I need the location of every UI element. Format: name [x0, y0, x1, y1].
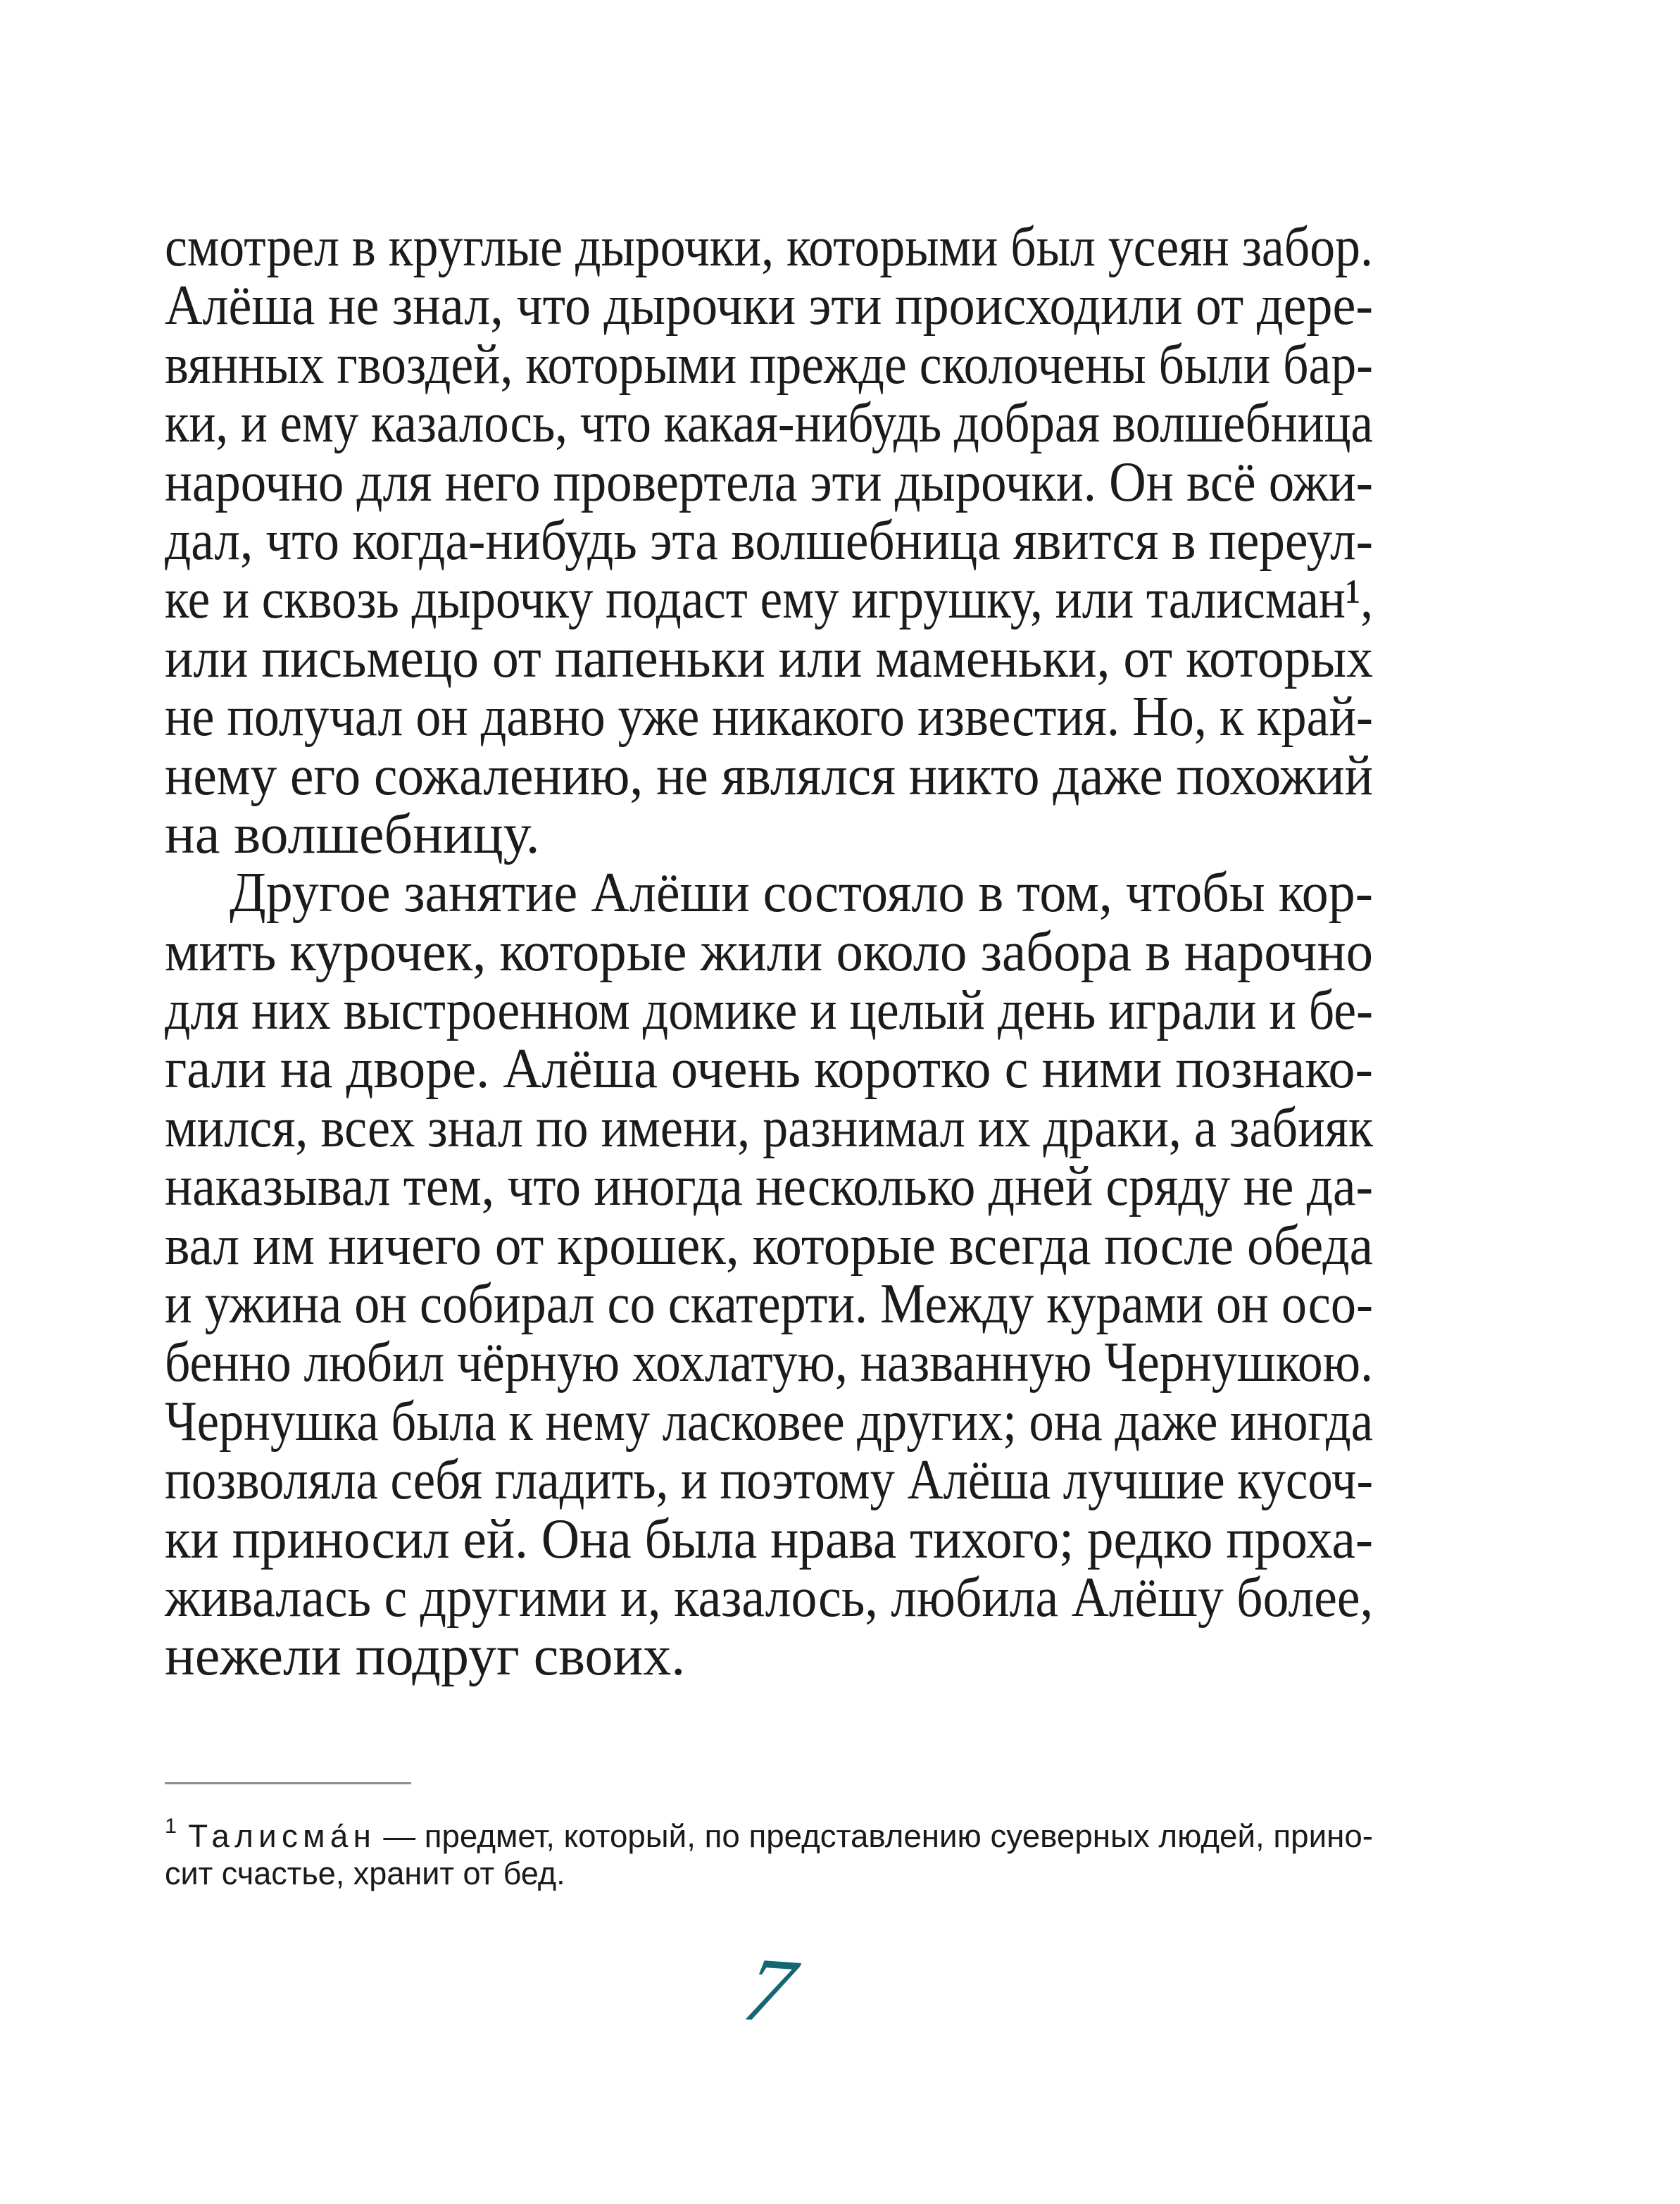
text-line — [165, 1275, 1373, 1334]
text-line — [165, 1451, 1373, 1510]
text-line — [165, 803, 1373, 865]
text-line-content: бенно любил чёрную хохлатую, названную Чернушкою. — [165, 1332, 1373, 1394]
paragraph — [165, 218, 1373, 864]
footnote-term: Талисма́н — [188, 1818, 377, 1854]
text-line-content: ки, и ему казалось, что какая-нибудь добрая волшебница — [165, 392, 1373, 455]
text-line-content: наказывал тем, что иногда несколько дней сряду не да- — [165, 1156, 1373, 1218]
text-line — [165, 453, 1373, 512]
footnote-marker: 1 — [165, 1815, 177, 1838]
text-line — [165, 862, 1373, 925]
text-line — [165, 218, 1373, 277]
text-line — [165, 627, 1373, 689]
text-line — [165, 394, 1373, 453]
text-line-content: ки приносил ей. Она была нрава тихого; редко проха- — [165, 1508, 1373, 1570]
text-line — [165, 1510, 1373, 1569]
footnote-line-content — [165, 1803, 1373, 1860]
page-number-container — [165, 1938, 1373, 2043]
text-line — [165, 1158, 1373, 1216]
text-line-content: на волшебницу. — [165, 803, 540, 865]
text-line — [165, 1334, 1373, 1392]
text-line — [165, 920, 1373, 983]
text-line-content: и ужина он собирал со скатерти. Между курами он осо- — [165, 1273, 1373, 1336]
footnote-line-content: сит счастье, хранит от бед. — [165, 1855, 565, 1891]
text-line-content: дал, что когда-нибудь эта волшебница явится в переул- — [165, 509, 1373, 572]
text-line — [165, 1096, 1373, 1159]
text-line-content: вянных гвоздей, которыми прежде сколочены были бар- — [165, 333, 1373, 396]
text-line-content: для них выстроенном домике и целый день играли и бе- — [165, 979, 1373, 1042]
text-line — [165, 570, 1373, 629]
text-line-content: Другое занятие Алёши состояло в том, чтобы кор- — [230, 862, 1373, 925]
footnote-line — [165, 1803, 1373, 1854]
text-line — [165, 1390, 1373, 1453]
text-line-content: гали на дворе. Алёша очень коротко с ними познако- — [165, 1038, 1373, 1101]
text-line-content: не получал он давно уже никакого известия. Но, к край- — [165, 686, 1373, 749]
page-number: 7 — [735, 1939, 803, 2043]
text-line — [165, 1566, 1373, 1629]
text-line-content: позволяла себя гладить, и поэтому Алёша лучшие кусоч- — [165, 1449, 1373, 1512]
text-line — [165, 1627, 1373, 1686]
footnote — [165, 1803, 1373, 1897]
text-line-content: нарочно для него провертела эти дырочки. Он всё ожи- — [165, 451, 1373, 513]
text-line — [165, 744, 1373, 807]
text-line-content: мился, всех знал по имени, разнимал их драки, а забияк — [165, 1096, 1373, 1159]
text-line — [165, 509, 1373, 572]
text-line — [165, 686, 1373, 749]
footnote-definition: — предмет, который, по представлению суеверных людей, прино- — [383, 1818, 1373, 1854]
text-line-content: нему его сожалению, не являлся никто даже похожий — [165, 744, 1373, 807]
text-line-content: мить курочек, которые жили около забора в нарочно — [165, 920, 1373, 983]
text-line — [165, 1214, 1373, 1277]
text-line-content: нежели подруг своих. — [165, 1625, 686, 1688]
text-line — [165, 277, 1373, 335]
text-line-content: ке и сквозь дырочку подаст ему игрушку, или талисман¹, — [165, 568, 1373, 631]
text-line — [165, 979, 1373, 1042]
text-line — [165, 333, 1373, 396]
paragraph — [165, 864, 1373, 1686]
text-line-content: Алёша не знал, что дырочки эти происходили от дере- — [165, 275, 1373, 337]
text-line-content: живалась с другими и, казалось, любила Алёшу более, — [165, 1566, 1373, 1629]
footnote-divider — [165, 1782, 411, 1784]
text-line — [165, 1038, 1373, 1101]
text-line-content: вал им ничего от крошек, которые всегда после обеда — [165, 1214, 1373, 1277]
text-line-content: Чернушка была к нему ласковее других; она даже иногда — [165, 1390, 1373, 1453]
text-line-content: смотрел в круглые дырочки, которыми был усеян забор. — [165, 216, 1373, 278]
text-line-content: или письмецо от папеньки или маменьки, от которых — [165, 627, 1373, 689]
main-text-block — [165, 218, 1373, 1686]
